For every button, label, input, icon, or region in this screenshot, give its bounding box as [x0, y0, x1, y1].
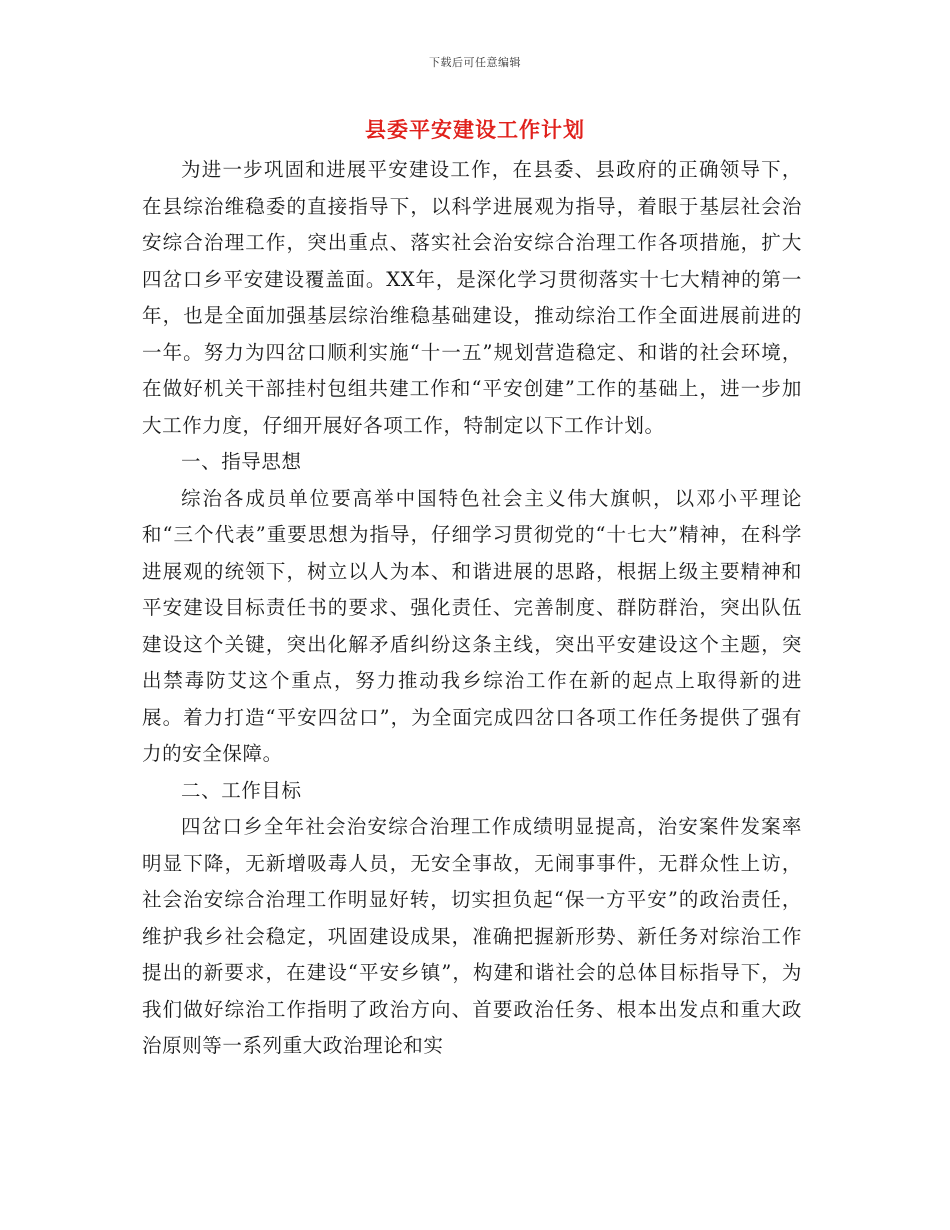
section-heading-work-goals: 二、工作目标 [181, 778, 302, 802]
paragraph-guiding-ideology: 综治各成员单位要高举中国特色社会主义伟大旗帜，以邓小平理论和“三个代表”重要思想为指导，仔细学习贯彻党的“十七大”精神，在科学进展观的统领下，树立以人为本、和谐进展的思路，根据上级主要精神和平安建设目标责任书的要求、强化责任、完善制度、群防群治，突出队伍建设这个关键，突出化解矛盾纠纷这条主线，突出平安建设这个主题，突出禁毒防艾这个重点，努力推动我乡综治工作在新的起点上取得新的进展。着力打造“平安四岔口”，为全面完成四岔口各项工作任务提供了强有力的安全保障。 [142, 486, 802, 765]
header-note: 下载后可任意编辑 [429, 56, 521, 69]
section-heading-guiding-ideology: 一、指导思想 [181, 450, 302, 473]
paragraph-work-goals: 四岔口乡全年社会治安综合治理工作成绩明显提高，治安案件发案率明显下降，无新增吸毒人员，无安全事故，无闹事事件，无群众性上访，社会治安综合治理工作明显好转，切实担负起“保一方平安”的政治责任，维护我乡社会稳定，巩固建设成果，准确把握新形势、新任务对综治工作提出的新要求，在建设“平安乡镇”，构建和谐社会的总体目标指导下，为我们做好综治工作指明了政治方向、首要政治任务、根本出发点和重大政治原则等一系列重大政治理论和实 [142, 815, 802, 1057]
paragraph-intro: 为进一步巩固和进展平安建设工作，在县委、县政府的正确领导下，在县综治维稳委的直接指导下，以科学进展观为指导，着眼于基层社会治安综合治理工作，突出重点、落实社会治安综合治理工作各项措施，扩大四岔口乡平安建设覆盖面。XX年，是深化学习贯彻落实十七大精神的第一年，也是全面加强基层综治维稳基础建设，推动综治工作全面进展前进的一年。努力为四岔口顺利实施“十一五”规划营造稳定、和谐的社会环境，在做好机关干部挂村包组共建工作和“平安创建”工作的基础上，进一步加大工作力度，仔细开展好各项工作，特制定以下工作计划。 [142, 158, 802, 437]
document-title: 县委平安建设工作计划 [365, 117, 585, 142]
document-body [142, 152, 802, 1065]
